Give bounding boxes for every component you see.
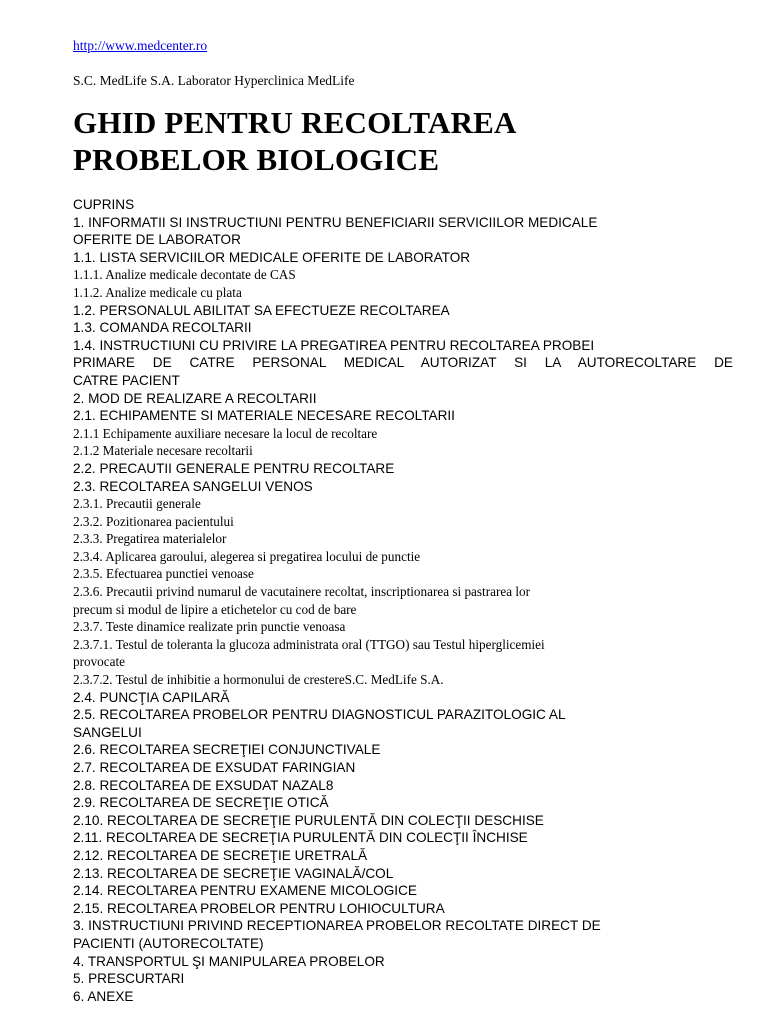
toc-heading: CUPRINS (73, 197, 135, 212)
toc-entry: 4. TRANSPORTUL ŞI MANIPULAREA PROBELOR (73, 953, 385, 969)
document-page (73, 37, 733, 1005)
toc-entry: 2.9. RECOLTAREA DE SECREŢIE OTICĂ (73, 795, 329, 811)
title-line-2: PROBELOR BIOLOGICE (73, 142, 440, 177)
toc-entry: 2.6. RECOLTAREA SECREŢIEI CONJUNCTIVALE (73, 742, 381, 758)
toc-entry: 2.3.4. Aplicarea garoului, alegerea si pregatirea locului de punctie (73, 548, 421, 564)
toc-entry: 1. INFORMATII SI INSTRUCTIUNI PENTRU BENEFICIARII SERVICIILOR MEDICALE (73, 214, 598, 230)
toc-entry: 3. INSTRUCTIUNI PRIVIND RECEPTIONAREA PROBELOR RECOLTATE DIRECT DE (73, 918, 601, 934)
toc-entry: 2.12. RECOLTAREA DE SECREŢIE URETRALĂ (73, 847, 368, 863)
toc-entry: 2.10. RECOLTAREA DE SECREŢIE PURULENTĂ DIN COLECŢII DESCHISE (73, 812, 544, 828)
toc-entry: 2.3.7. Teste dinamice realizate prin punctie venoasa (73, 619, 346, 635)
toc-entry: 2.1.2 Materiale necesare recoltarii (73, 443, 253, 459)
toc-entry: CATRE PACIENT (73, 372, 180, 388)
toc-entry: 2.3.7.2. Testul de inhibitie a hormonului de crestereS.C. MedLife S.A. (73, 672, 444, 688)
toc-entry: 2.3.2. Pozitionarea pacientului (73, 513, 234, 529)
toc-entry: 2.3. RECOLTAREA SANGELUI VENOS (73, 478, 313, 494)
toc-entry: 2.3.6. Precautii privind numarul de vacutainere recoltat, inscriptionarea si pastrarea lor (73, 584, 530, 600)
toc-entry: 6. ANEXE (73, 988, 134, 1004)
toc-entry: 1.1. LISTA SERVICIILOR MEDICALE OFERITE DE LABORATOR (73, 249, 471, 265)
toc-entry: 2. MOD DE REALIZARE A RECOLTARII (73, 390, 317, 406)
company-line: S.C. MedLife S.A. Laborator Hyperclinica MedLife (73, 73, 355, 88)
toc-entry: 1.3. COMANDA RECOLTARII (73, 320, 252, 336)
table-of-contents (73, 196, 733, 1005)
toc-entry: precum si modul de lipire a etichetelor cu cod de bare (73, 601, 357, 617)
toc-entry: 1.1.1. Analize medicale decontate de CAS (73, 267, 296, 283)
toc-entry: 2.3.5. Efectuarea punctiei venoase (73, 566, 254, 582)
toc-entry: 2.13. RECOLTAREA DE SECREŢIE VAGINALĂ/COL (73, 865, 394, 881)
toc-entry: 1.1.2. Analize medicale cu plata (73, 284, 242, 300)
medcenter-link[interactable]: http://www.medcenter.ro (73, 38, 208, 53)
toc-entry: provocate (73, 654, 125, 670)
toc-entry: 1.2. PERSONALUL ABILITAT SA EFECTUEZE RECOLTAREA (73, 302, 450, 318)
toc-entry: 2.11. RECOLTAREA DE SECREŢIA PURULENTĂ DIN COLECŢII ÎNCHISE (73, 830, 528, 846)
toc-entry: 2.4. PUNCŢIA CAPILARĂ (73, 689, 230, 705)
toc-entry: PRIMARE DE CATRE PERSONAL MEDICAL AUTORIZAT SI LA AUTORECOLTARE DE (73, 355, 733, 371)
toc-entry: 2.14. RECOLTAREA PENTRU EXAMENE MICOLOGICE (73, 883, 417, 899)
toc-entry: 2.3.1. Precautii generale (73, 496, 201, 512)
toc-entry: 2.15. RECOLTAREA PROBELOR PENTRU LOHIOCULTURA (73, 900, 445, 916)
toc-entry: PACIENTI (AUTORECOLTATE) (73, 935, 264, 951)
toc-entry: 2.3.3. Pregatirea materialelor (73, 531, 227, 547)
toc-entry: 1.4. INSTRUCTIUNI CU PRIVIRE LA PREGATIREA PENTRU RECOLTAREA PROBEI (73, 337, 595, 353)
toc-entry: 2.2. PRECAUTII GENERALE PENTRU RECOLTARE (73, 460, 395, 476)
toc-entry: 2.3.7.1. Testul de toleranta la glucoza administrata oral (TTGO) sau Testul hiperglicemiei (73, 636, 545, 652)
toc-entry: 2.7. RECOLTAREA DE EXSUDAT FARINGIAN (73, 760, 356, 775)
toc-entry: 2.1. ECHIPAMENTE SI MATERIALE NECESARE RECOLTARII (73, 408, 455, 424)
toc-entry: 5. PRESCURTARI (73, 971, 185, 987)
document-title (73, 104, 733, 178)
toc-entry: 2.5. RECOLTAREA PROBELOR PENTRU DIAGNOSTICUL PARAZITOLOGIC AL (73, 707, 566, 723)
toc-entry: SANGELUI (73, 724, 142, 740)
toc-entry: OFERITE DE LABORATOR (73, 232, 241, 248)
title-line-1: GHID PENTRU RECOLTAREA (73, 105, 517, 140)
toc-entry: 2.8. RECOLTAREA DE EXSUDAT NAZAL8 (73, 777, 334, 793)
toc-entry: 2.1.1 Echipamente auxiliare necesare la locul de recoltare (73, 425, 378, 441)
